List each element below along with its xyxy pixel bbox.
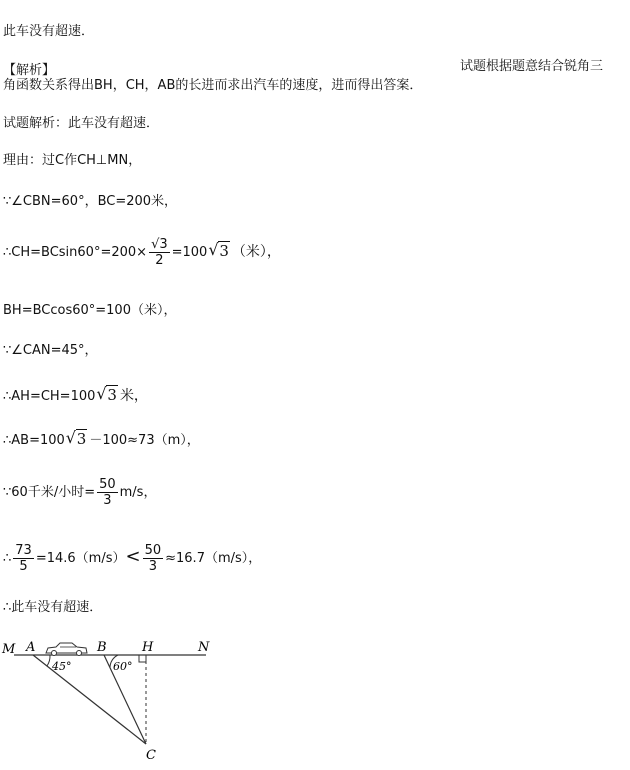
analysis-text-1: 试题根据题意结合锐角三 [460, 59, 604, 74]
angle-can-line: ∵∠CAN=45°， [3, 343, 98, 358]
car-speed-value: =14.6（m/s） [35, 551, 126, 566]
reason-line: 理由：过C作CH⊥MN， [3, 153, 142, 168]
solution-intro: 试题解析：此车没有超速． [3, 116, 160, 131]
conclusion-line: ∴此车没有超速． [3, 600, 103, 615]
speed-fraction [97, 477, 118, 508]
limit-value: ≈16.7（m/s）， [165, 551, 262, 566]
angle-label-60: 60° [113, 660, 133, 673]
less-than-sign: < [125, 546, 141, 567]
speed-conversion-line [3, 476, 156, 510]
label-h: H [142, 640, 154, 655]
ah-unit: 米， [119, 388, 148, 404]
limit-num: 50 [144, 543, 162, 558]
ah-sqrt [97, 385, 118, 405]
speed-fraction-num: 50 [99, 477, 116, 492]
analysis-text-2: 角函数关系得出BH，CH，AB的长进而求出汽车的速度，进而得出答案． [3, 78, 423, 93]
label-c: C [146, 748, 156, 763]
answer-line: 此车没有超速． [3, 24, 95, 39]
car-speed-den: 5 [19, 559, 28, 574]
comparison-therefore: ∴ [3, 551, 12, 566]
ch-equation [3, 234, 281, 270]
speed-conversion-text: ∵60千米/小时= [3, 485, 96, 500]
ch-sqrt-radicand: 3 [219, 242, 229, 260]
label-b: B [97, 640, 107, 655]
ab-line [3, 429, 200, 451]
ab-text: ∴AB=100 [3, 433, 65, 448]
car-speed-fraction [13, 543, 34, 574]
given-line: ∵∠CBN=60°，BC=200米， [3, 194, 178, 209]
comparison-line [3, 540, 261, 576]
ah-text: ∴AH=CH=100 [3, 389, 96, 404]
ah-line [3, 385, 148, 407]
label-a: A [26, 640, 36, 655]
ch-equation-text: ∴CH=BCsin60°=200× [3, 245, 148, 260]
ch-sqrt [209, 234, 230, 268]
car-speed-num: 73 [15, 543, 32, 558]
ch-fraction-den: 2 [155, 253, 164, 268]
analysis-heading: 【解析】 [3, 63, 56, 78]
limit-fraction [143, 543, 164, 574]
bh-line: BH=BCcos60°=100（米）， [3, 303, 177, 318]
ab-result: －100≈73（m）， [89, 433, 200, 448]
ch-unit: （米）， [231, 244, 281, 260]
label-m: M [2, 642, 16, 657]
ch-fraction-num: √3 [151, 237, 168, 252]
speed-unit: m/s， [119, 485, 157, 500]
label-n: N [198, 640, 210, 655]
ah-sqrt-radicand: 3 [107, 386, 117, 404]
geometry-diagram [0, 634, 240, 764]
ch-equals: =100 [171, 245, 208, 260]
ch-fraction [149, 237, 170, 268]
limit-den: 3 [148, 559, 157, 574]
right-angle-mark [139, 655, 146, 662]
ab-sqrt-radicand: 3 [76, 430, 87, 448]
car-icon [46, 643, 87, 656]
angle-arc-a [47, 655, 50, 666]
speed-fraction-den: 3 [103, 493, 112, 508]
angle-label-45: 45° [52, 660, 72, 673]
ab-sqrt [67, 429, 88, 449]
